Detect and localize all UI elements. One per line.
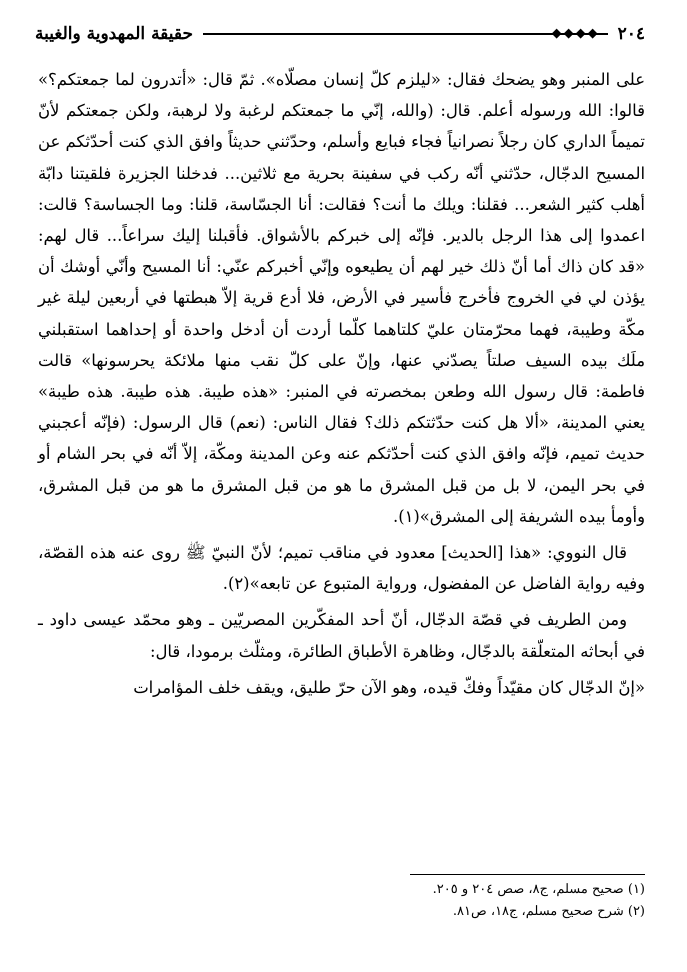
footnote-rule: [410, 874, 645, 875]
header-rule: [203, 26, 608, 41]
paragraph-quote: «إنّ الدجّال كان مقيّداً وفكّ قيده، وهو الآن حرّ طليق، ويقف خلف المؤامرات: [133, 677, 645, 697]
page-header: [35, 20, 645, 48]
footnotes: [38, 874, 645, 923]
header-ornament: ◆◆◆◆: [551, 26, 600, 41]
main-text: [38, 64, 645, 703]
paragraph-hadith: على المنبر وهو يضحك فقال: «ليلزم كلّ إنسان مصلّاه». ثمّ قال: «أتدرون لما جمعتكم؟» قالوا: الله ورسوله أعلم. قال: (والله، إنّي ما جمعتكم لرغبة ولا لرهبة، ولكن جمعتكم لأنّ تميماً الداري كان رجلاً نصرانياً فجاء فبايع وأسلم، وحدّثني حديثاً وافق الذي كنت أحدّثكم عن المسيح الدجّال، حدّثني أنّه ركب في سفينة بحرية مع ثلاثين... فدخلنا الجزيرة فلقيتنا دابّة أهلب كثير الشعر... فقلنا: ويلك ما أنت؟ فقالت: أنا الجسّاسة، قلنا: وما الجساسة؟ قالت: اعمدوا إلى هذا الرجل بالدير. فإنّه إلى خبركم بالأشواق. فأقبلنا إليك سراعاً... قال لهم: «قد كان ذاك أما أنّ ذلك خير لهم أن يطيعوه وإنّي أخبركم عنّي: أنا المسيح وأنّي أوشك أن يؤذن لي في الخروج فأخرج فأسير في الأرض، فلا أدع قرية إلاّ هبطتها في أربعين ليلة غير مكّة وطيبة، فهما محرّمتان عليّ كلتاهما كلّما أردت أن أدخل واحدة أو إحداهما استقبلني ملَك بيده السيف صلتاً يصدّني عنها، وإنّ على كلّ نقب منها ملائكة يحرسونها» قالت فاطمة: قال رسول الله وطعن بمخصرته في المنبر: «هذه طيبة. هذه طيبة. هذه طيبة» يعني المدينة، «ألا هل كنت حدّثتكم ذلك؟ فقال الناس: (نعم) قال الرسول: (فإنّه أعجبني حديث تميم، فإنّه وافق الذي كنت أحدّثكم عنه وعن المدينة ومكّة، إلاّ أنّه في بحر الشام أو في بحر اليمن، لا بل من قبل المشرق ما هو من قبل المشرق ما هو من قبل المشرق، وأومأ بيده الشريفة إلى المشرق»(١).: [38, 70, 645, 526]
page-number: ٢٠٤: [617, 24, 645, 44]
footnote-2: (٢) شرح صحيح مسلم، ج١٨، ص٨١.: [452, 904, 645, 919]
paragraph-author-note: ومن الطريف في قصّة الدجّال، أنّ أحد المفكّرين المصريّين ـ وهو محمّد عيسى داود ـ في أبحاثه المتعلّقة بالدجّال، وظاهرة الأطباق الطائرة، ومثلّث برمودا، قال:: [38, 610, 645, 661]
footnote-1: (١) صحيح مسلم، ج٨، صص ٢٠٤ و ٢٠٥.: [432, 882, 645, 897]
paragraph-nawawi: قال النووي: «هذا [الحديث] معدود في مناقب تميم؛ لأنّ النبيّ ﷺ روى عنه هذه القصّة، وفيه رواية الفاضل عن المفضول، ورواية المتبوع عن تابعه»(٢).: [38, 543, 645, 594]
running-title: حقيقة المهدوية والغيبة: [35, 24, 194, 44]
